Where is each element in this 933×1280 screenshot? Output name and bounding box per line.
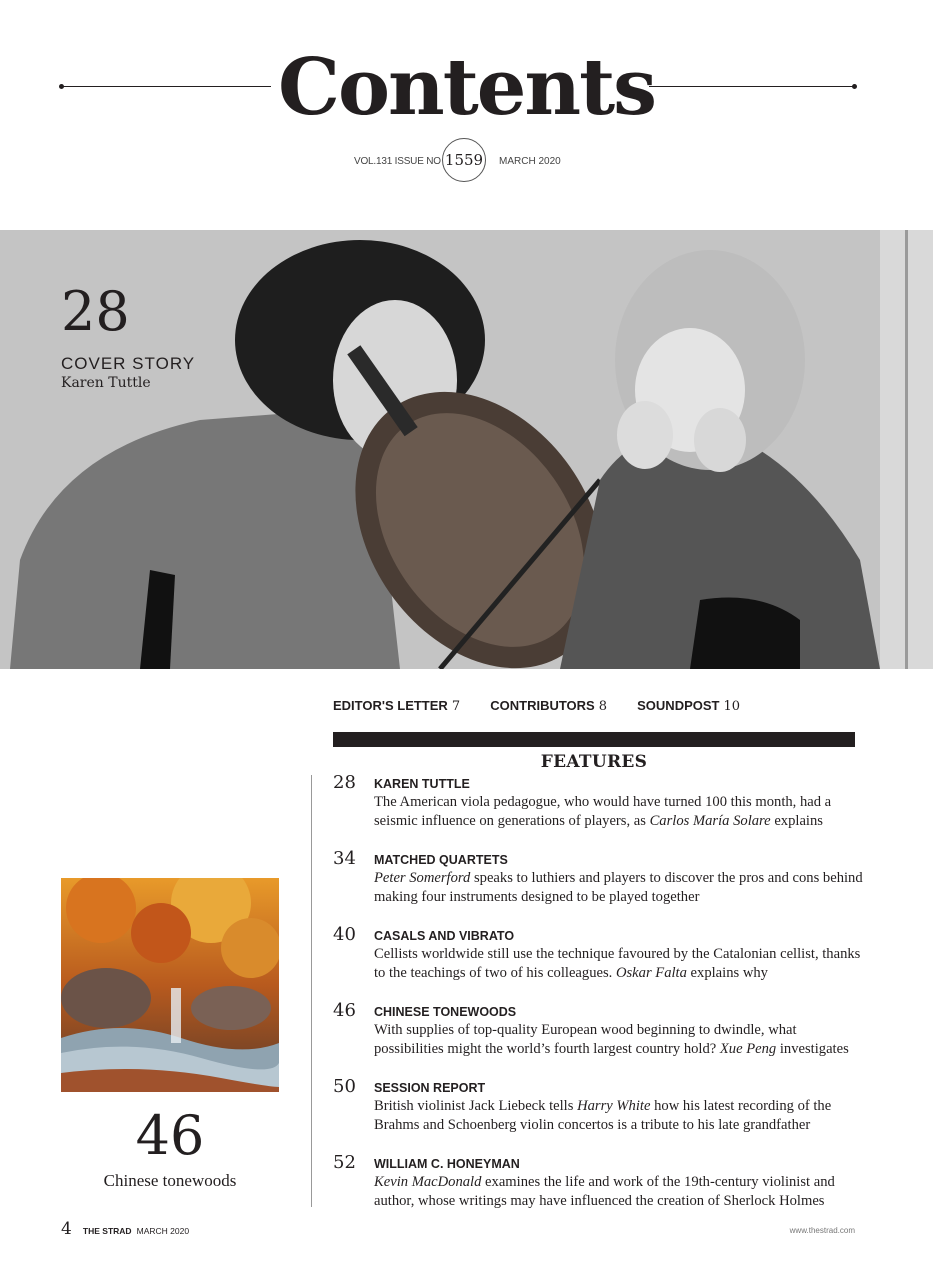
feature-entry[interactable] bbox=[333, 1000, 863, 1076]
footer-page-number: 4 bbox=[61, 1219, 72, 1239]
feature-heading: SESSION REPORT bbox=[374, 1081, 486, 1095]
link-soundpost[interactable]: SOUNDPOST 10 bbox=[637, 698, 741, 714]
section-bar bbox=[333, 732, 855, 747]
feature-entry[interactable] bbox=[333, 772, 863, 848]
feature-description: The American viola pedagogue, who would have turned 100 this month, had a seismic influence on generations of players, as Carlos María Solare explains bbox=[374, 794, 832, 829]
feature-description: Kevin MacDonald examines the life and work of the 19th-century violinist and author, whose writings may have influenced the creation of Sherlock Holmes bbox=[374, 1174, 835, 1209]
feature-page: 52 bbox=[333, 1152, 356, 1173]
tonewoods-thumbnail[interactable] bbox=[61, 878, 279, 1092]
feature-entry[interactable] bbox=[333, 924, 863, 1000]
feature-page: 34 bbox=[333, 848, 356, 869]
footer-url[interactable]: www.thestrad.com bbox=[789, 1226, 855, 1235]
footer-date: MARCH 2020 bbox=[136, 1226, 190, 1236]
cover-story-name: Karen Tuttle bbox=[61, 375, 151, 391]
footer-brand: THE STRAD bbox=[82, 1226, 132, 1236]
feature-heading: MATCHED QUARTETS bbox=[374, 853, 508, 867]
feature-entry[interactable] bbox=[333, 848, 863, 924]
feature-heading: WILLIAM C. HONEYMAN bbox=[374, 1157, 520, 1171]
column-divider bbox=[311, 775, 312, 1207]
link-editors-letter[interactable]: EDITOR'S LETTER 7 bbox=[333, 698, 461, 714]
feature-heading: KAREN TUTTLE bbox=[374, 777, 470, 791]
feature-description: Peter Somerford speaks to luthiers and players to discover the pros and cons behind making four instruments designed to be played together bbox=[374, 870, 863, 905]
tonewoods-caption: Chinese tonewoods bbox=[103, 1171, 237, 1190]
feature-page: 28 bbox=[333, 772, 356, 793]
volume-label: VOL.131 ISSUE NO bbox=[354, 156, 441, 167]
feature-page: 46 bbox=[333, 1000, 356, 1021]
regulars-links bbox=[333, 698, 855, 714]
feature-heading: CASALS AND VIBRATO bbox=[374, 929, 515, 943]
cover-page-number: 28 bbox=[61, 280, 130, 343]
footer-folio bbox=[61, 1219, 189, 1239]
features-list bbox=[333, 772, 863, 1228]
tonewoods-page-number: 46 bbox=[135, 1104, 205, 1167]
cover-story-label: COVER STORY bbox=[61, 354, 196, 373]
features-heading: FEATURES bbox=[540, 752, 648, 772]
feature-page: 50 bbox=[333, 1076, 356, 1097]
issue-number: 1559 bbox=[442, 138, 486, 182]
link-contributors[interactable]: CONTRIBUTORS 8 bbox=[490, 698, 607, 714]
page-title: Contents bbox=[277, 42, 656, 133]
feature-description: With supplies of top-quality European wood beginning to dwindle, what possibilities might the world’s fourth largest country hold? Xue Peng investigates bbox=[374, 1022, 849, 1057]
feature-description: Cellists worldwide still use the technique favoured by the Catalonian cellist, thanks to the teachings of two of his colleagues. Oskar Falta explains why bbox=[374, 946, 861, 981]
feature-entry[interactable] bbox=[333, 1152, 863, 1228]
feature-description: British violinist Jack Liebeck tells Harry White how his latest recording of the Brahms and Schoenberg violin concertos is a tribute to his late grandfather bbox=[374, 1098, 832, 1133]
issue-date: MARCH 2020 bbox=[499, 156, 561, 167]
feature-page: 40 bbox=[333, 924, 356, 945]
feature-heading: CHINESE TONEWOODS bbox=[374, 1005, 517, 1019]
issue-info bbox=[0, 138, 933, 182]
feature-entry[interactable] bbox=[333, 1076, 863, 1152]
cover-photo-illustration bbox=[0, 230, 933, 669]
cover-photo bbox=[0, 230, 933, 669]
autumn-stream-image bbox=[61, 878, 279, 1092]
